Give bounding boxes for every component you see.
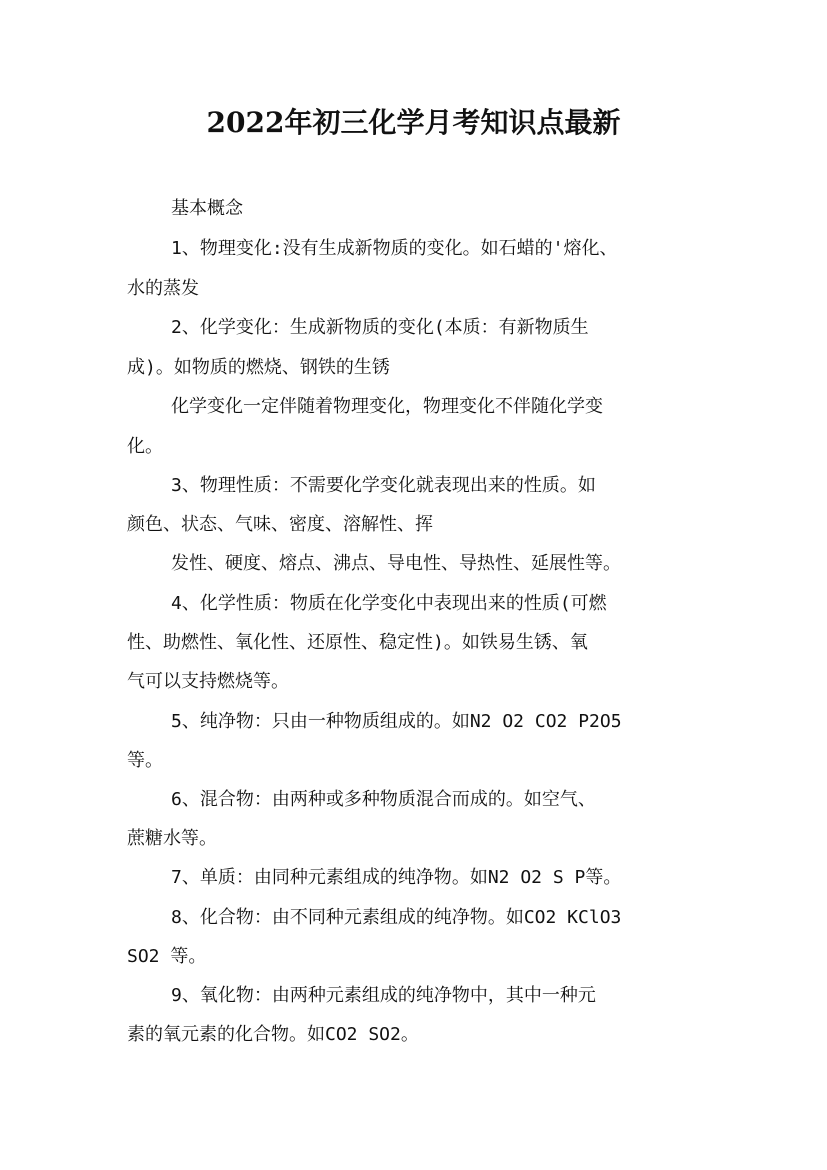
text-line: 素的氧元素的化合物。如CO2 SO2。 — [127, 1024, 419, 1045]
text-line: 蔗糖水等。 — [127, 828, 217, 849]
text-line: 化学变化一定伴随着物理变化，物理变化不伴随化学变 — [171, 396, 603, 417]
text-line: 成)。如物质的燃烧、钢铁的生锈 — [127, 357, 390, 378]
text-line: 7、单质：由同种元素组成的纯净物。如N2 O2 S P等。 — [171, 867, 622, 888]
text-line: 3、物理性质：不需要化学变化就表现出来的性质。如 — [171, 475, 596, 496]
text-line: 化。 — [127, 436, 163, 457]
text-line: 性、助燃性、氧化性、还原性、稳定性)。如铁易生锈、氧 — [127, 632, 588, 653]
text-line: 4、化学性质：物质在化学变化中表现出来的性质(可燃 — [171, 593, 607, 614]
text-line: 6、混合物：由两种或多种物质混合而成的。如空气、 — [171, 789, 596, 810]
text-line: 等。 — [127, 750, 163, 771]
text-line: SO2 等。 — [127, 946, 207, 967]
text-line: 8、化合物：由不同种元素组成的纯净物。如CO2 KClO3 — [171, 907, 622, 928]
text-line: 9、氧化物：由两种元素组成的纯净物中，其中一种元 — [171, 985, 596, 1006]
text-line: 水的蒸发 — [127, 278, 199, 299]
text-line: 发性、硬度、熔点、沸点、导电性、导热性、延展性等。 — [171, 553, 621, 574]
document-title: 2022年初三化学月考知识点最新 — [206, 106, 621, 139]
text-line: 气可以支持燃烧等。 — [127, 671, 289, 692]
text-line: 颜色、状态、气味、密度、溶解性、挥 — [127, 514, 433, 535]
section-heading: 基本概念 — [171, 198, 243, 219]
text-line: 1、物理变化:没有生成新物质的变化。如石蜡的'熔化、 — [171, 238, 618, 259]
text-line: 5、纯净物：只由一种物质组成的。如N2 O2 CO2 P2O5 — [171, 711, 622, 732]
text-line: 2、化学变化：生成新物质的变化(本质：有新物质生 — [171, 317, 589, 338]
